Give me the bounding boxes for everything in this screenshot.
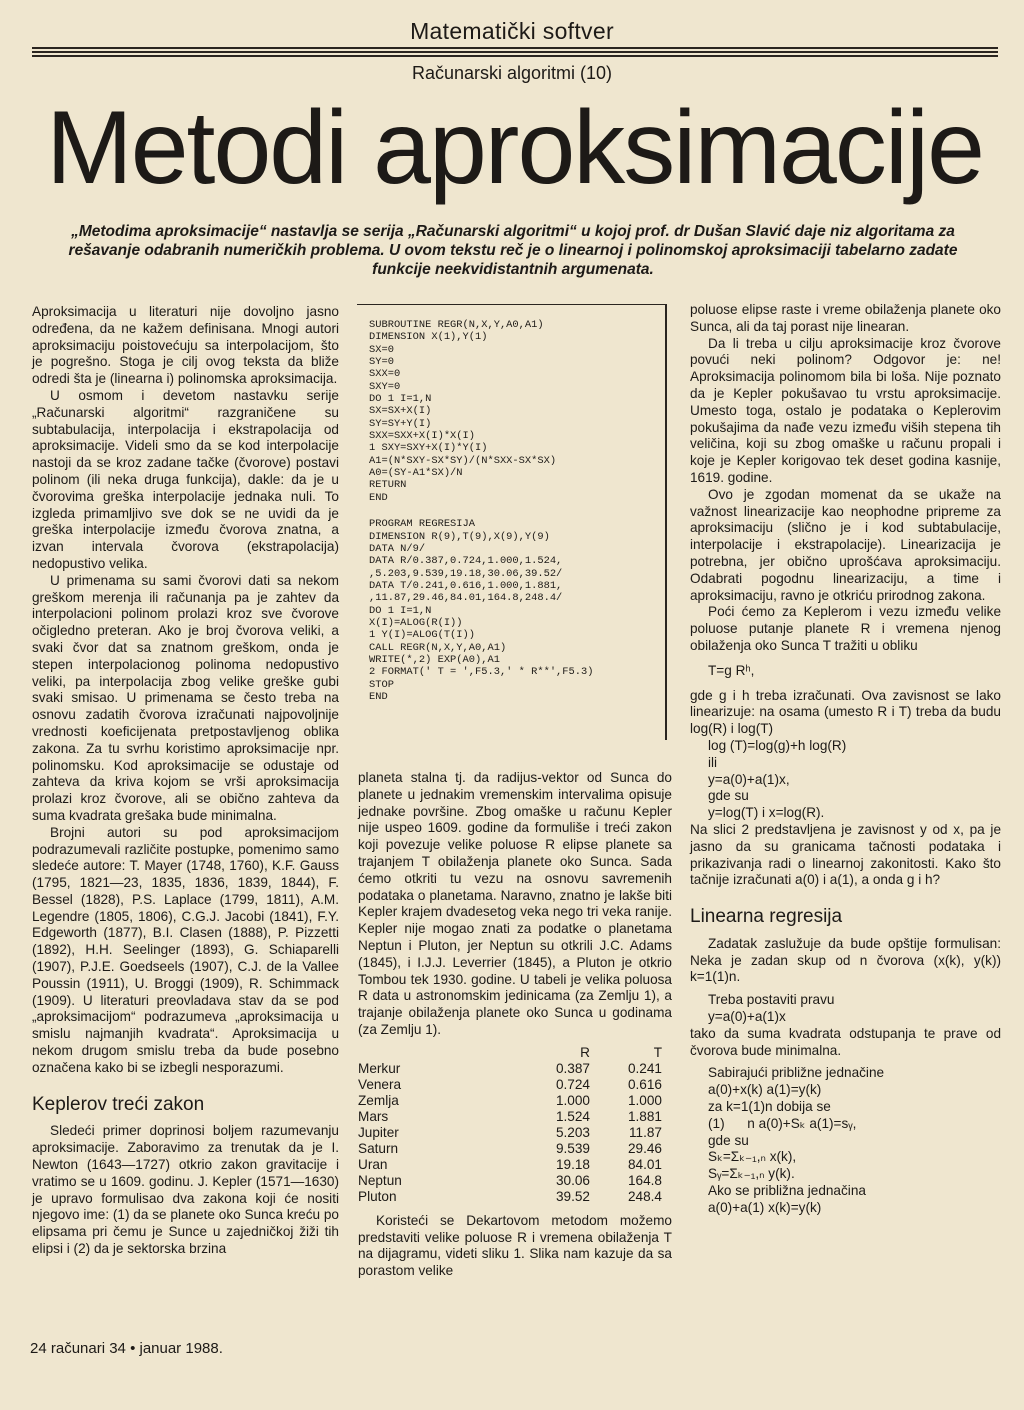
headline: Metodi aproksimacije [46,90,983,206]
table-cell: 248.4 [627,1188,662,1204]
paragraph: U primenama su sami čvorovi dati sa nekom greškom merenja ili računanja pa je zahtev da interpolacioni polinom prolazi kroz sve čvorove očigledno preteran. Ako je broj čvorova veliki, a svaki čvor dat sa znatnom greškom, onda je stepen interpolacionog polinoma nedopustivo veliki, pa interpolacija zbog velike greške gubi svaki smisao. U primenama se često treba na osnovu zadatih čvorova izračunati najpovoljnije vrednosti koeficijenata pretpostavljenog oblika zakona. Za tu svrhu koristimo aproksimacije npr. polinomsku. Kod aproksimacije se odustaje od zahteva da kriva kojom se vrši aproksimacija prolazi kroz čvorove, ali se obično zahteva da suma kvadrata grešaka bude minimalna. [32,572,339,823]
code-line: END [369,690,388,703]
code-line: CALL REGR(N,X,Y,A0,A1) [369,641,507,654]
page-footer: 24 računari 34 • januar 1988. [30,1340,223,1357]
paragraph: Koristeći se Dekartovom metodom možemo predstaviti velike poluose R i vremena obilaženja T na dijagramu, videti sliku 1. Slika nam kazuje da sa porastom velike [358,1212,672,1279]
paragraph: Zadatak zaslužuje da bude opštije formulisan: Neka je zadan skup od n čvorova (x(k), y(k)) k=1(1)n. [690,935,1001,985]
paragraph: Na slici 2 predstavljena je zavisnost y od x, pa je jasno da su granicama tačnosti podataka i prikazivanja radi o linearnoj zakonitosti. Kako što tačnije izračunati a(0) i a(1), a onda g i h? [690,821,1001,888]
table-cell: 19.18 [555,1156,590,1172]
lead-paragraph: „Metodima aproksimacije“ nastavlja se serija „Računarski algoritmi“ u kojoj prof. dr Dušan Slavić daje niz algoritama za rešavanje odabranih numeričkih problema. U ovom tekstu reč je o linearnoj i polinomskoj aproksimaciji tabelarno zadate funkcije neekvidistantnih argumenata. [68,223,958,278]
planet-table [358,1045,672,1205]
table-cell: 1.000 [627,1092,662,1108]
table-cell: Venera [358,1076,402,1092]
table-cell: Merkur [358,1060,401,1076]
paragraph: Poći ćemo za Keplerom i vezu između velike poluose putanje planete R i vremena njenog obilaženja oko Sunca T tražiti u obliku [690,604,1001,653]
code-line: SXX=SXX+X(I)*X(I) [369,430,476,443]
table-cell: 84.01 [627,1156,662,1172]
table-cell: Saturn [358,1140,399,1156]
table-cell: 0.241 [627,1060,662,1076]
formula: Sₖ=Σₖ₋₁,ₙ x(k), [708,1149,797,1165]
table-cell: Zemlja [358,1092,399,1108]
formula: y=a(0)+a(1)x, [708,771,790,787]
code-line: DATA R/0.387,0.724,1.000,1.524, [369,555,563,568]
paragraph: planeta stalna tj. da radijus-vektor od Sunca do planete u jednakim vremenskim intervalima opisuje jednake površine. Zbog omaške u računu Kepler nije uspeo 1609. godine da formuliše i treći zakon koji povezuje velike poluose R elipse planete sa trajanjem T obilaženja planete oko Sunca. Sada ćemo otkriti tu vezu na osnovu savremenih podataka o planetama. Naravno, znatno je lakše biti Kepler krajem dvadesetog veka nego tri veka ranije. Kepler nije mogao znati za podatke o planetama Neptun i Pluton, jer Neptun su otkrili J.C. Adams (1845), i I.J.J. Leverrier (1845), a Pluton je otkrio Tombou tek 1930. godine. U tabeli je velika poluosa R data u astronomskim jedinicama (za Zemlju 1), a trajanje obilaženja planete oko Sunca u godinama (za Zemlju 1). [358,770,672,1037]
code-line: STOP [369,678,394,691]
code-line: SY=0 [369,356,394,369]
paragraph: Ovo je zgodan momenat da se ukaže na važnost linearizacije kao neophodne pripreme za aproksimaciju (slično je i kod subtabulacije, interpolacije i ekstrapolacije). Linearizacija je potrebna, jer obično uprošćava aproksimaciju. Odabrati pogodnu linearizaciju, a time i aproksimaciju, ravno je otkriću prirodnog zakona. [690,486,1001,603]
subheading: Linearna regresija [690,906,843,928]
code-line: ,11.87,29.46,84.01,164.8,248.4/ [369,592,563,605]
code-line: WRITE(*,2) EXP(A0),A1 [369,653,500,666]
code-line: DO 1 I=1,N [369,393,432,406]
code-line: RETURN [369,479,407,492]
formula: za k=1(1)n dobija se [708,1099,831,1115]
table-cell: 164.8 [627,1172,662,1188]
formula: gde su [708,788,749,804]
code-line: SUBROUTINE REGR(N,X,Y,A0,A1) [369,319,544,331]
code-line: 1 Y(I)=ALOG(T(I)) [369,629,476,642]
formula: log (T)=log(g)+h log(R) [708,737,847,753]
table-cell: 1.524 [555,1108,590,1124]
code-line: A1=(N*SXY-SX*SY)/(N*SXX-SX*SX) [369,454,557,467]
paragraph: Brojni autori su pod aproksimacijom podrazumevali različite postupke, pomenimo samo sledeće autore: T. Mayer (1748, 1760), K.F. Gauss (1795, 1821—23, 1835, 1836, 1839, 1844), F. Bessel (1828), P.S. Laplace (1799, 1811), A.M. Legendre (1805, 1806), C.G.J. Jacobi (1841), F.Y. Edgeworth (1877), B.I. Clasen (1888), P. Pizzetti (1892), H.H. Seelinger (1893), G. Schiaparelli (1907), P.J.E. Goedseels (1907), C.J. de la Vallee Poussin (1911), U. Broggi (1909), R. Schimmack (1909). U literaturi preovladava stav da se pod „aproksimacijom“ podrazumeva „aproksimacija u smislu najmanjih kvadrata“. Aproksimacija u nekom drugom smislu treba da bude posebno označena kako bi se izbegli nesporazumi. [32,824,339,1075]
code-line: X(I)=ALOG(R(I)) [369,616,463,629]
table-row [358,1077,672,1093]
formula: gde su [708,1132,749,1148]
formula: a(0)+a(1) x(k)=y(k) [708,1199,822,1215]
table-cell: 11.87 [628,1124,662,1140]
column-3 [690,302,1001,1217]
table-cell: Uran [358,1156,388,1172]
code-line: END [369,491,388,504]
code-line: 1 SXY=SXY+X(I)*Y(I) [369,442,488,455]
code-line: 2 FORMAT(' T = ',F5.3,' * R**',F5.3) [369,666,594,679]
table-cell: 39.52 [555,1188,590,1204]
header-rules [32,47,998,59]
column-1 [32,304,339,1258]
code-line: SXX=0 [369,368,401,381]
formula: (1) n a(0)+Sₖ a(1)=sᵧ, [708,1115,857,1131]
table-cell: 0.724 [555,1076,590,1092]
code-line: DIMENSION X(1),Y(1) [369,331,488,344]
paragraph: poluose elipse raste i vreme obilaženja planete oko Sunca, ali da taj porast nije linearan. [690,302,1001,334]
code-listing [357,304,667,740]
code-line: SY=SY+Y(I) [369,417,432,430]
table-cell: 30.06 [555,1172,590,1188]
table-header: T [653,1044,662,1060]
formula: y=log(T) i x=log(R). [708,805,825,821]
table-cell: Neptun [358,1172,402,1188]
table-cell: 29.46 [627,1140,662,1156]
table-row [358,1109,672,1125]
table-cell: 0.616 [627,1076,662,1092]
table-cell: 0.387 [555,1060,590,1076]
table-cell: 9.539 [555,1140,590,1156]
table-row [358,1061,672,1077]
table-cell: Mars [358,1108,389,1124]
table-cell: 1.881 [627,1108,662,1124]
paragraph: tako da suma kvadrata odstupanja te prave od čvorova bude minimalna. [690,1025,1001,1058]
paragraph: U osmom i devetom nastavku serije „Računarski algoritmi“ razgraničene su subtabulacija, interpolacija i ekstrapolacija od aproksimacije. Videli smo da se kod interpolacije nastoji da se kroz zadane tačke (čvorove) postavi polinom (ili neka druga funkcija), dakle: da je u čvorovima greška interpolacije jednaka nuli. To izgleda primamljivo sve dok se ne uvidi da je greška interpolacije između čvorova znatna, a izvan intervala čvorova (ekstrapolacija) nedopustivo velika. [32,387,339,571]
formula: ili [708,754,718,770]
table-header: R [580,1044,590,1060]
paragraph: Sabirajući približne jednačine [708,1065,885,1081]
formula: y=a(0)+a(1)x [708,1009,786,1025]
formula: T=g Rʰ, [708,662,755,678]
table-header [358,1045,506,1061]
paragraph: Ako se približna jednačina [708,1183,866,1199]
column-2 [358,770,672,1280]
code-line: ,5.203,9.539,19.18,30.06,39.52/ [369,567,563,580]
formula: a(0)+x(k) a(1)=y(k) [708,1082,822,1098]
code-line: SXY=0 [369,380,401,393]
table-row [358,1125,672,1141]
code-line: DIMENSION R(9),T(9),X(9),Y(9) [369,530,550,543]
code-line: SX=0 [369,343,394,356]
table-header-row [358,1045,672,1061]
code-line: A0=(SY-A1*SX)/N [369,467,463,480]
table-row [358,1157,672,1173]
formula: Sᵧ=Σₖ₋₁,ₙ y(k). [708,1166,795,1182]
table-cell: 5.203 [555,1124,590,1140]
table-row [358,1093,672,1109]
table-row [358,1173,672,1189]
table-row [358,1141,672,1157]
series-title: Računarski algoritmi (10) [411,63,613,83]
table-cell: 1.000 [555,1092,590,1108]
code-line: PROGRAM REGRESIJA [369,518,476,531]
table-row [358,1189,672,1205]
paragraph: Sledeći primer doprinosi boljem razumevanju aproksimacije. Zaboravimo za trenutak da je I. Newton (1643—1727) otkrio zakon gravitacije i vratimo se u 1609. godinu. J. Kepler (1571—1630) je upravo formulisao dva zakona koji će nositi njegovo ime: (1) da se planete oko Sunca kreću po elipsama pri čemu je Sunce u zajedničkoj žiži tih elipsi i (2) da je sektorska brzina [32,1123,339,1257]
paragraph: gde g i h treba izračunati. Ova zavisnost se lako linearizuje: na osama (umesto R i T) treba da budu log(R) i log(T) [690,687,1001,737]
paragraph: Treba postaviti pravu [708,992,835,1008]
code-line: DATA N/9/ [369,542,426,555]
code-line: DATA T/0.241,0.616,1.000,1.881, [369,579,563,592]
paragraph: Aproksimacija u literaturi nije dovoljno jasno određena, da ne kažem definisana. Mnogi autori aproksimaciju poistovećuju sa interpolacijom, što je pogrešno. Stoga je cilj ovog teksta da bliže odredi šta je (linearna i) polinomska aproksimacija. [32,304,339,387]
code-line: SX=SX+X(I) [369,405,432,418]
subheading: Keplerov treći zakon [32,1093,205,1115]
table-cell: Jupiter [358,1124,399,1140]
section-kicker: Matematički softver [410,18,614,44]
table-cell: Pluton [358,1188,397,1204]
paragraph: Da li treba u cilju aproksimacije kroz čvorove povući neki polinom? Odgovor je: ne! Aproksimacija polinomom bila bi loša. Nije poznato da je Kepler pokušavao tu vrstu aproksimacije. Umesto toga, ostalo je podataka o Keplerovim pokušajima da nađe vezu između viših stepena tih veličina, koji su zbog omaške u računu propali i koje je Kepler korigovao tek deset godina kasnije, 1619. godine. [690,335,1001,485]
code-line: DO 1 I=1,N [369,604,432,617]
